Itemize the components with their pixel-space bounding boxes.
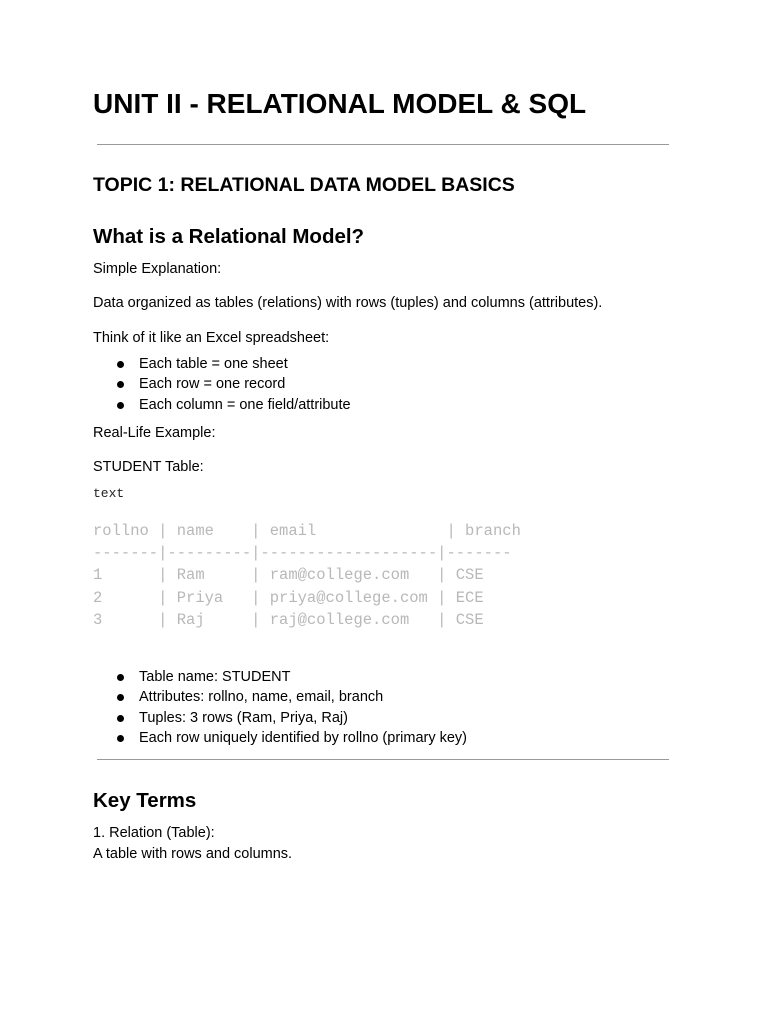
bullet-icon	[117, 381, 124, 388]
divider	[97, 144, 669, 145]
bullet-icon	[117, 715, 124, 722]
code-language-label: text	[93, 486, 125, 501]
summary-list	[93, 667, 467, 748]
list-item: Each row = one record	[93, 374, 351, 394]
explanation-text: Data organized as tables (relations) with rows (tuples) and columns (attributes).	[93, 295, 603, 311]
section-heading-relational-model: What is a Relational Model?	[93, 225, 365, 248]
term-description-relation: A table with rows and columns.	[93, 846, 293, 862]
bullet-icon	[117, 674, 124, 681]
bullet-icon	[117, 735, 124, 742]
bullet-icon	[117, 402, 124, 409]
analogy-list	[93, 354, 351, 415]
term-title-relation: 1. Relation (Table):	[93, 825, 215, 841]
code-block-student-table: rollno | name | email | branch -------|---------|-------------------|------- 1 | Ram | ram@college.com | CSE 2 | Priya | priya@college.com | ECE 3 | Raj | raj@college.com | CSE	[93, 522, 521, 629]
list-item: Each column = one field/attribute	[93, 395, 351, 415]
bullet-icon	[117, 361, 124, 368]
list-item: Each table = one sheet	[93, 354, 351, 374]
topic-title: TOPIC 1: RELATIONAL DATA MODEL BASICS	[93, 174, 515, 196]
list-item: Tuples: 3 rows (Ram, Priya, Raj)	[93, 708, 467, 728]
unit-title: UNIT II - RELATIONAL MODEL & SQL	[93, 88, 587, 119]
bullet-icon	[117, 694, 124, 701]
section-heading-key-terms: Key Terms	[93, 789, 197, 812]
student-table-label: STUDENT Table:	[93, 459, 204, 475]
list-item: Attributes: rollno, name, email, branch	[93, 687, 467, 707]
simple-explanation-label: Simple Explanation:	[93, 261, 222, 277]
analogy-intro: Think of it like an Excel spreadsheet:	[93, 330, 330, 346]
divider	[97, 759, 669, 760]
list-item: Table name: STUDENT	[93, 667, 467, 687]
real-life-example-label: Real-Life Example:	[93, 425, 216, 441]
list-item: Each row uniquely identified by rollno (primary key)	[93, 728, 467, 748]
